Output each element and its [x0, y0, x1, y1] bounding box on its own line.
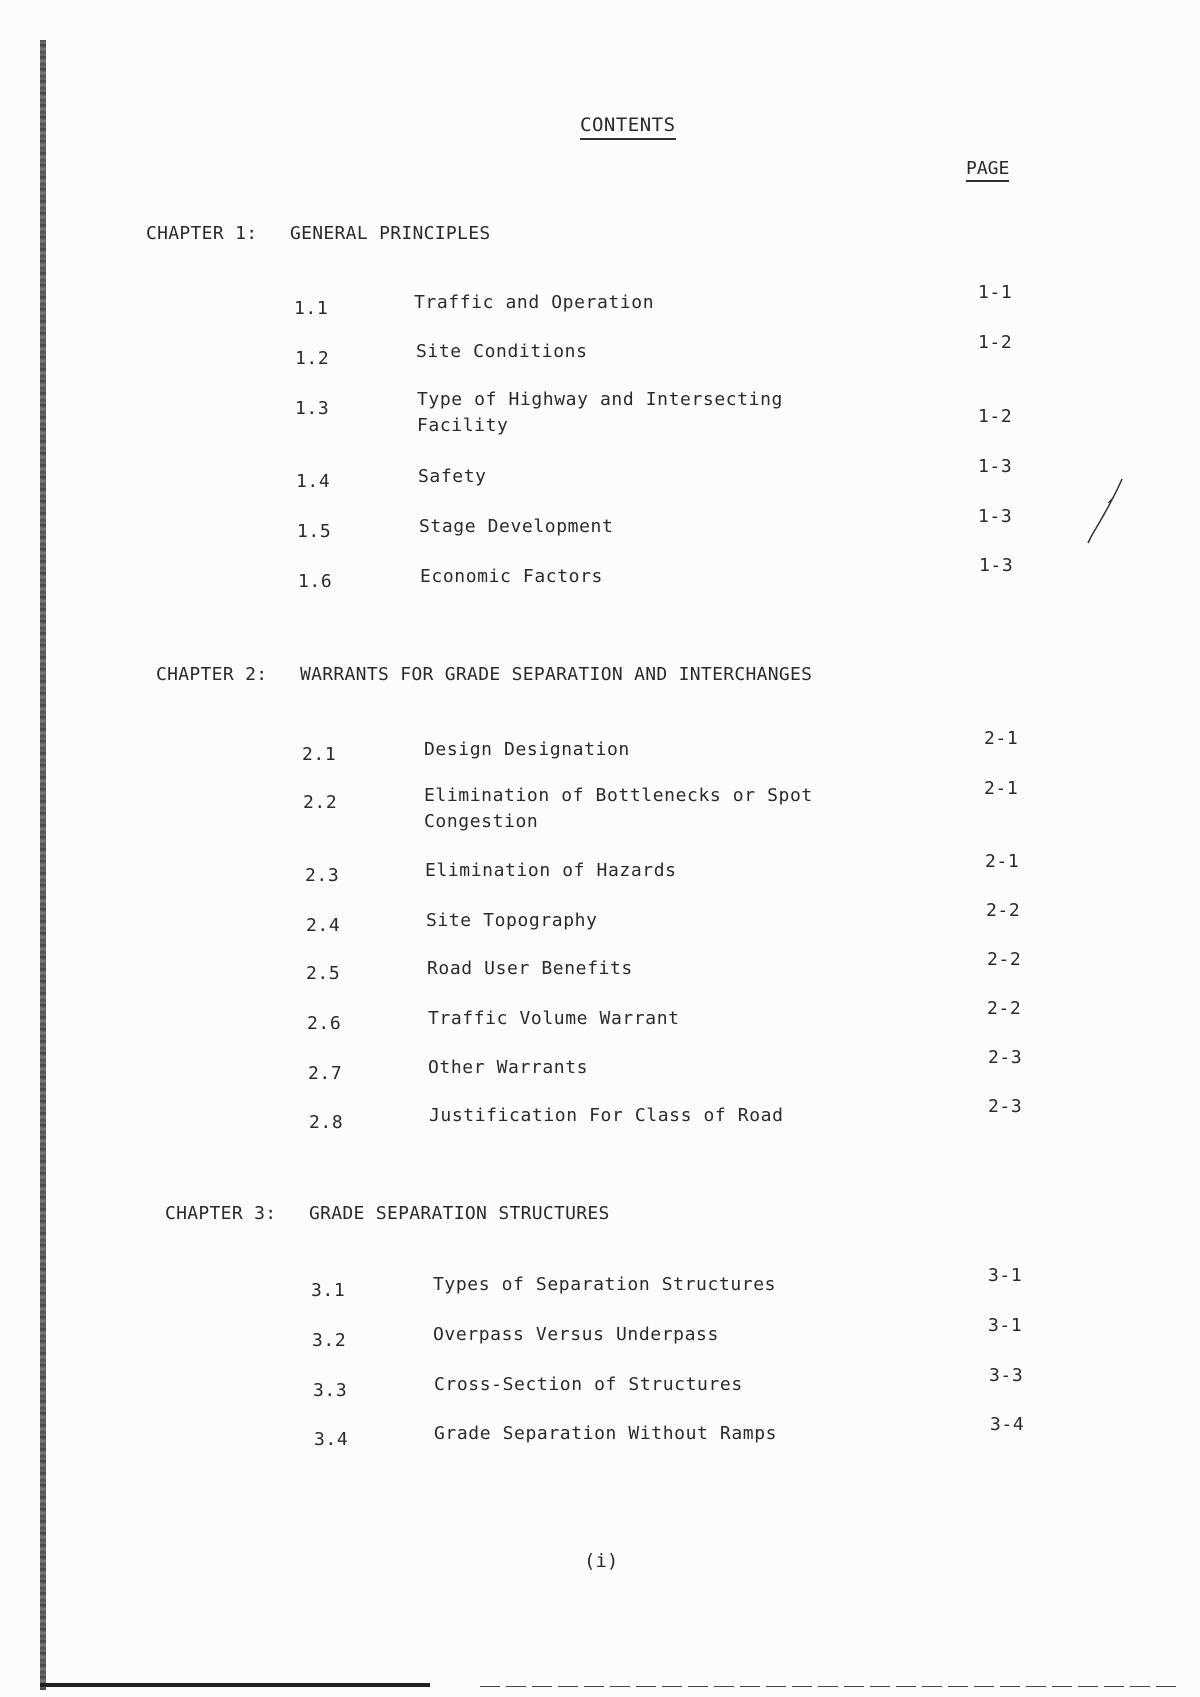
- section-title: Stage Development: [419, 516, 614, 537]
- section-title: Safety: [418, 466, 487, 487]
- section-page: 3-4: [990, 1414, 1025, 1435]
- section-number: 2.5: [306, 963, 341, 984]
- section-title: Site Topography: [426, 910, 598, 931]
- chapter-2-heading: [156, 664, 812, 685]
- page-column-header: PAGE: [966, 158, 1009, 182]
- section-title: Justification For Class of Road: [429, 1105, 784, 1126]
- section-number: 1.3: [295, 398, 330, 419]
- section-number: 3.2: [312, 1330, 347, 1351]
- section-title: Traffic Volume Warrant: [428, 1008, 680, 1029]
- section-number: 2.8: [309, 1112, 344, 1133]
- section-title: Traffic and Operation: [414, 292, 655, 313]
- section-number: 2.3: [305, 865, 340, 886]
- section-page: 3-1: [988, 1315, 1023, 1336]
- section-page: 2-3: [988, 1096, 1023, 1117]
- section-page: 1-2: [978, 332, 1013, 353]
- section-page: 1-3: [979, 555, 1014, 576]
- section-number: 2.7: [308, 1063, 343, 1084]
- section-page: 2-2: [986, 900, 1021, 921]
- section-page: 1-2: [978, 406, 1013, 427]
- chapter-3-heading: [165, 1203, 610, 1224]
- chapter-title: GENERAL PRINCIPLES: [290, 223, 491, 244]
- section-page: 2-1: [984, 778, 1019, 799]
- chapter-label: CHAPTER 3:: [165, 1203, 277, 1224]
- section-title: Other Warrants: [428, 1057, 589, 1078]
- section-number: 2.4: [306, 915, 341, 936]
- section-title: Grade Separation Without Ramps: [434, 1423, 778, 1444]
- section-title: Types of Separation Structures: [433, 1274, 777, 1295]
- section-number: 1.4: [296, 471, 331, 492]
- section-number: 1.2: [295, 348, 330, 369]
- section-title: Road User Benefits: [427, 958, 633, 979]
- section-number: 3.3: [313, 1380, 348, 1401]
- section-title: Elimination of Bottlenecks or Spot Congestion: [424, 785, 813, 832]
- chapter-1-heading: [146, 223, 490, 244]
- page-folio: (i): [584, 1550, 619, 1572]
- pen-mark: [1078, 475, 1128, 555]
- chapter-title: WARRANTS FOR GRADE SEPARATION AND INTERCHANGES: [300, 664, 813, 685]
- chapter-title: GRADE SEPARATION STRUCTURES: [309, 1203, 610, 1224]
- section-title: Elimination of Hazards: [425, 860, 677, 881]
- bottom-dashed-rule: [480, 1686, 1180, 1687]
- section-title: Type of Highway and Intersecting Facility: [417, 389, 783, 436]
- bottom-rule: [40, 1683, 430, 1687]
- section-number: 3.4: [314, 1429, 349, 1450]
- section-page: 2-1: [985, 851, 1020, 872]
- section-page: 2-2: [987, 949, 1022, 970]
- section-page: 1-1: [978, 282, 1013, 303]
- section-page: 2-2: [987, 998, 1022, 1019]
- section-number: 2.2: [303, 792, 338, 813]
- chapter-label: CHAPTER 2:: [156, 664, 268, 685]
- binding-edge: [40, 40, 46, 1690]
- section-page: 2-1: [984, 728, 1019, 749]
- section-title: Economic Factors: [420, 566, 603, 587]
- section-title: Cross-Section of Structures: [434, 1374, 743, 1395]
- section-title: Design Designation: [424, 739, 630, 760]
- section-number: 2.6: [307, 1013, 342, 1034]
- section-page: 3-1: [988, 1265, 1023, 1286]
- section-number: 1.1: [294, 298, 329, 319]
- section-title: Overpass Versus Underpass: [433, 1324, 719, 1345]
- section-page: 1-3: [978, 456, 1013, 477]
- section-number: 1.5: [297, 521, 332, 542]
- section-number: 3.1: [311, 1280, 346, 1301]
- section-page: 3-3: [989, 1365, 1024, 1386]
- section-number: 2.1: [302, 744, 337, 765]
- section-title: Site Conditions: [416, 341, 588, 362]
- section-page: 1-3: [978, 506, 1013, 527]
- chapter-label: CHAPTER 1:: [146, 223, 258, 244]
- section-page: 2-3: [988, 1047, 1023, 1068]
- contents-title: CONTENTS: [580, 114, 676, 140]
- section-number: 1.6: [298, 571, 333, 592]
